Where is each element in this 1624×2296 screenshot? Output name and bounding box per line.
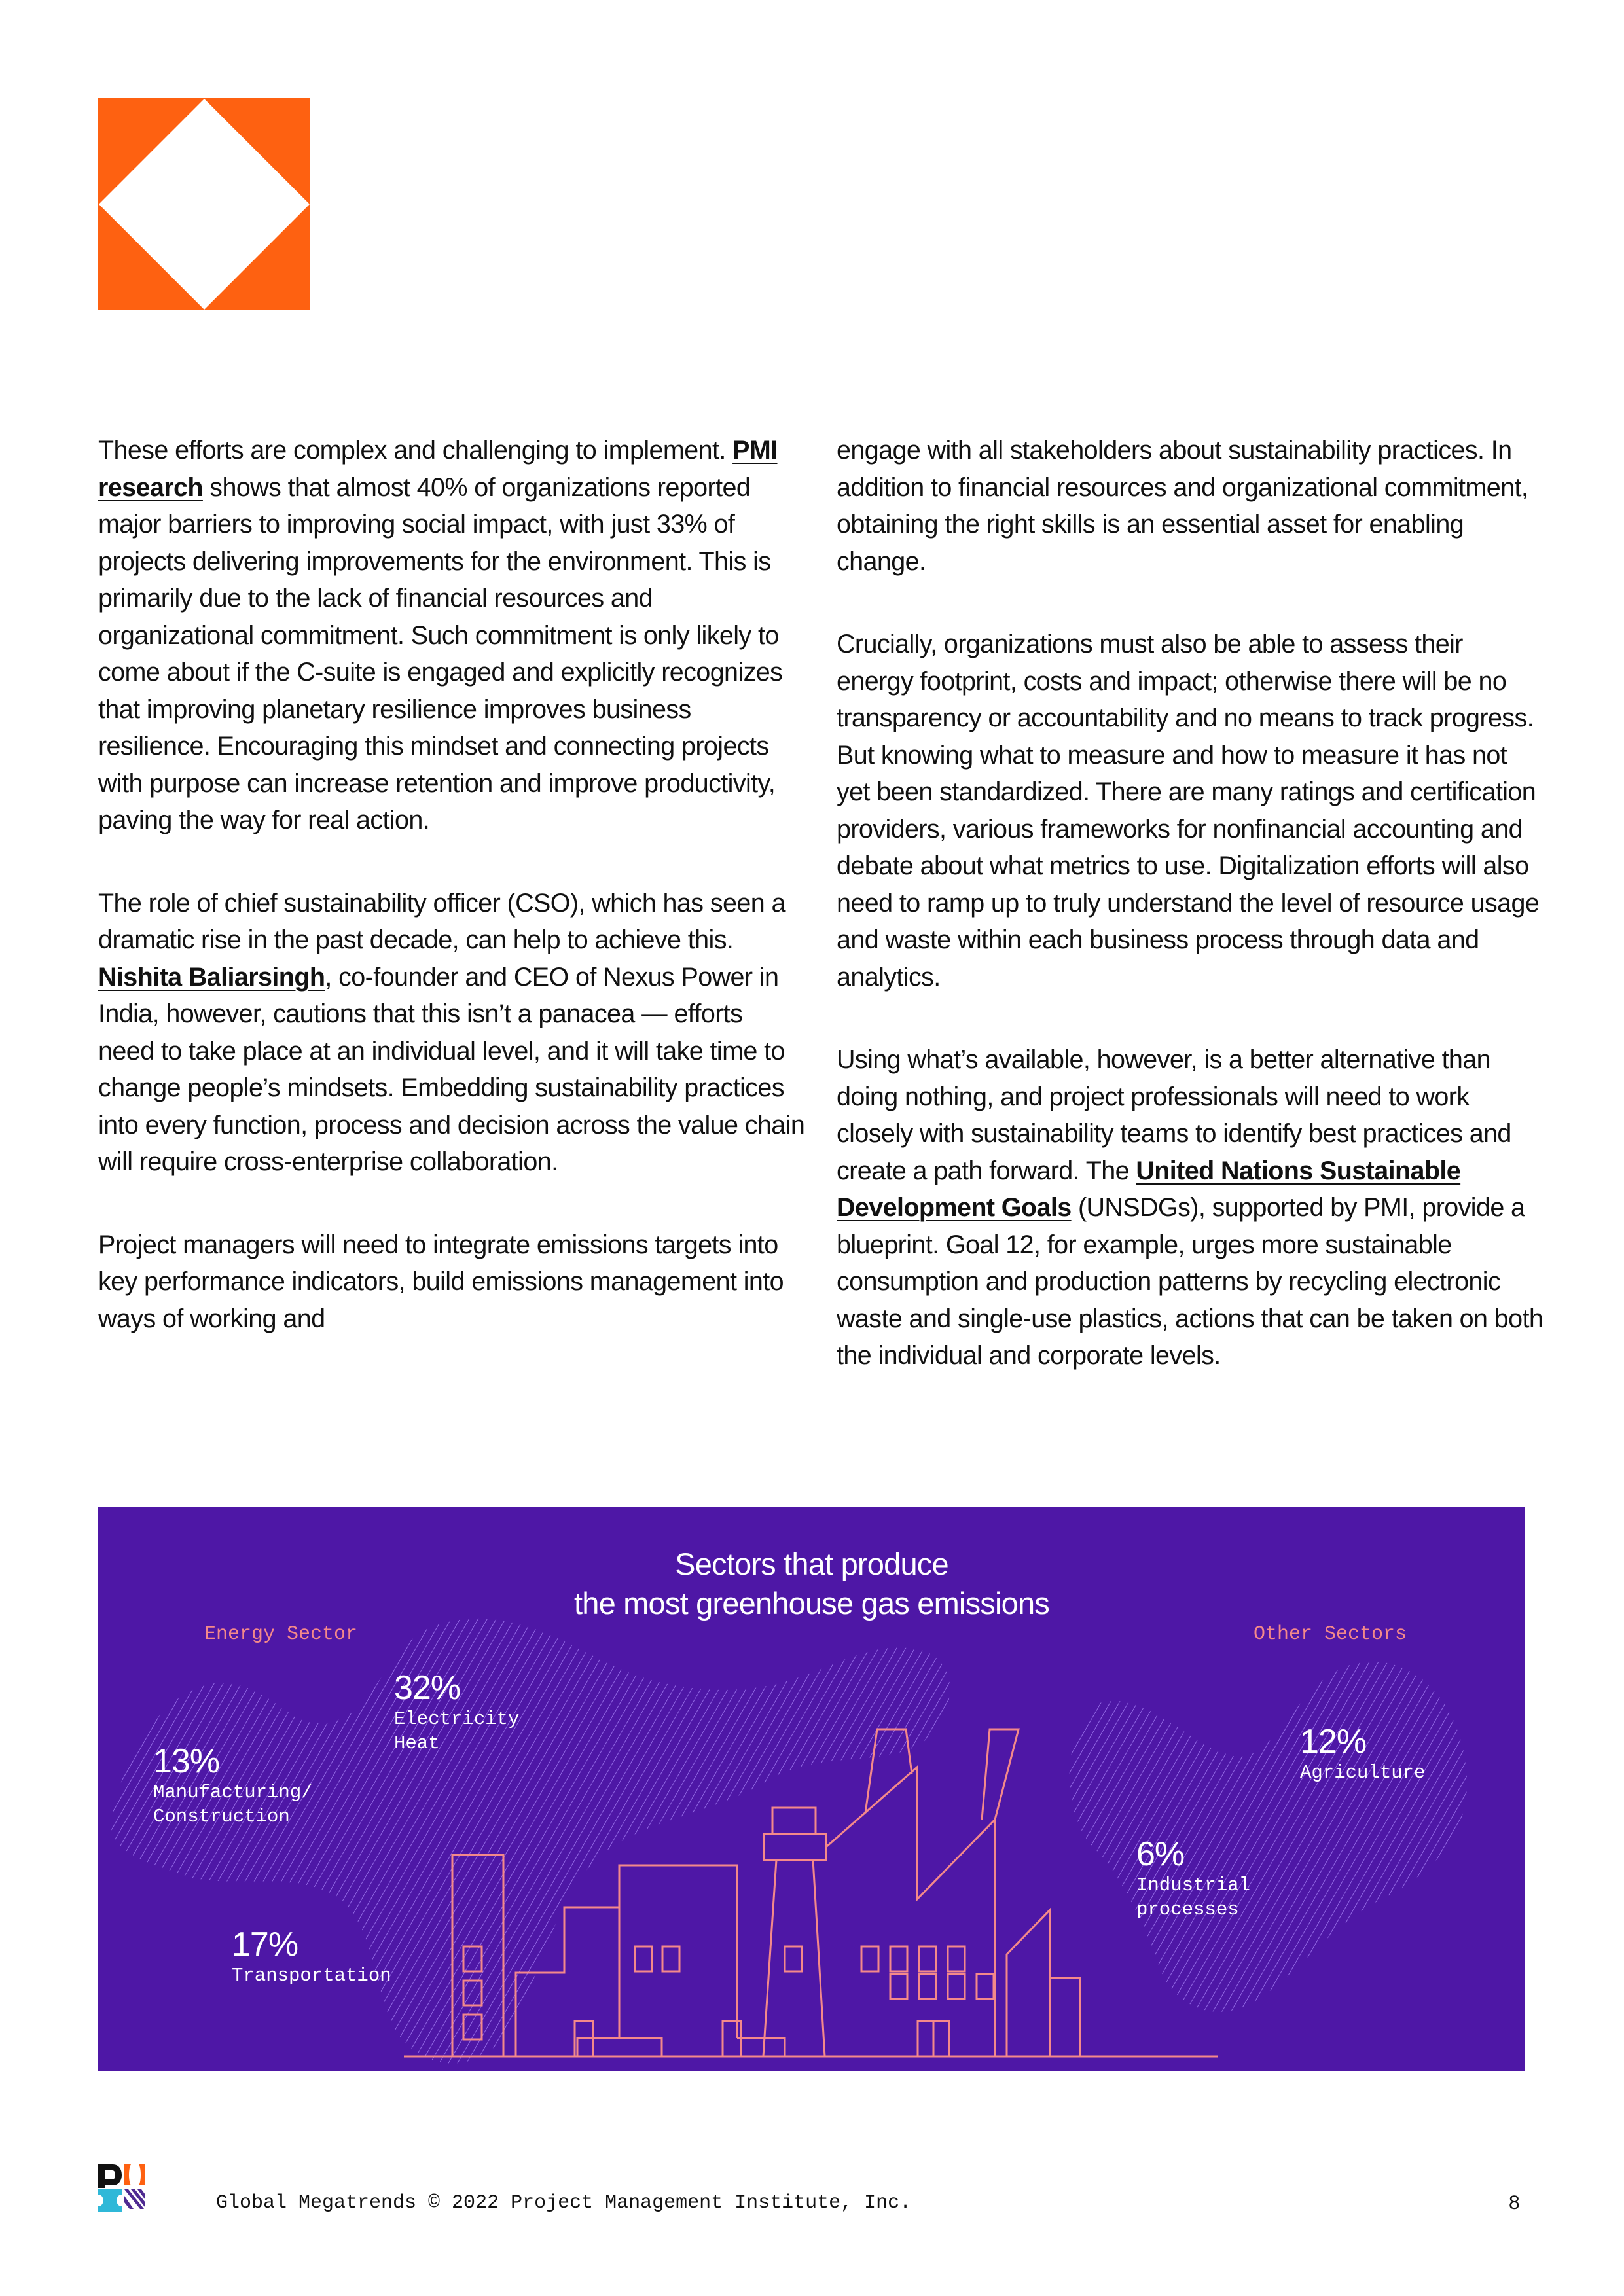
diamond-logo-icon bbox=[98, 98, 310, 310]
emissions-infographic bbox=[98, 1507, 1525, 2071]
page-number: 8 bbox=[1509, 2192, 1520, 2214]
paragraph-cso: The role of chief sustainability officer (CSO), which has seen a dramatic rise in the past decade, can help to achieve this. Nishita Baliarsingh, co-founder and CEO of Nexus Power in India, however, cautions that this isn’t a panacea — efforts need to take place at an individual level, and it will take time to change people’s mindsets. Embedding sustainability practices into every function, process and decision across the value chain will require cross-enterprise collaboration. bbox=[98, 888, 805, 1176]
right-column bbox=[837, 432, 1543, 1420]
paragraph-unsdgs: Using what’s available, however, is a better alternative than doing nothing, and project professionals will need to work closely with sustainability teams to identify best practices and create a path forward. The United Nations Sustainable Development Goals (UNSDGs), supported by PMI, provide a blueprint. Goal 12, for example, urges more sustainable consumption and production patterns by recycling electronic waste and single-use plastics, actions that can be taken on both the individual and corporate levels. bbox=[837, 1045, 1543, 1370]
paragraph-energy-footprint: Crucially, organizations must also be able to assess their energy footprint, costs and impact; otherwise there will be no transparency or accountability and no means to track progress. But knowing what to measure and how to measure it has not yet been standardized. There are many ratings and certification providers, various frameworks for nonfinancial accounting and debate about what metrics to use. Digitalization efforts will also need to ramp up to truly understand the level of resource usage and waste within each business process through data and analytics. bbox=[837, 630, 1540, 992]
infographic-title: Sectors that produce the most greenhouse gas emissions bbox=[573, 1547, 1049, 1621]
stat-manufacturing-construction: 13% Manufacturing/ Construction bbox=[153, 1742, 313, 1827]
footer-copyright: Global Megatrends © 2022 Project Management Institute, Inc. bbox=[216, 2192, 912, 2214]
other-sectors-label: Other Sectors bbox=[1254, 1623, 1407, 1645]
unsdg-link[interactable]: United Nations Sustainable Development Goals bbox=[837, 1156, 1461, 1222]
energy-sector-blob bbox=[111, 1619, 950, 2064]
paragraph-barriers: These efforts are complex and challenging to implement. PMI research shows that almost 40% of organizations reported major barriers to improving social impact, with just 33% of projects delivering improvements for the environment. This is primarily due to the lack of financial resources and organizational commitment. Such commitment is only likely to come about if the C-suite is engaged and explicitly recognizes that improving planetary resilience improves business resilience. Encouraging this mindset and connecting projects with purpose can increase retention and improve productivity, paving the way for real action. bbox=[98, 436, 783, 834]
paragraph-stakeholders: engage with all stakeholders about sustainability practices. In addition to financial resources and organizational commitment, obtaining the right skills is an essential asset for enabling change. bbox=[837, 436, 1528, 576]
stat-agriculture: 12% Agriculture bbox=[1300, 1723, 1426, 1784]
other-sectors-blob bbox=[1070, 1662, 1467, 2012]
stat-transportation: 17% Transportation bbox=[232, 1926, 391, 1986]
pmi-research-link[interactable]: PMI research bbox=[98, 436, 778, 502]
stat-electricity-heat: 32% Electricity Heat bbox=[394, 1669, 520, 1754]
pmi-logo-icon bbox=[97, 2162, 147, 2212]
paragraph-project-managers: Project managers will need to integrate emissions targets into key performance indicators, build emissions management into ways of working and bbox=[98, 1230, 784, 1333]
stat-industrial-processes: 6% Industrial processes bbox=[1136, 1835, 1251, 1920]
energy-sector-label: Energy Sector bbox=[204, 1623, 358, 1645]
nishita-baliarsingh-link[interactable]: Nishita Baliarsingh bbox=[98, 962, 325, 992]
left-column bbox=[98, 432, 805, 1383]
